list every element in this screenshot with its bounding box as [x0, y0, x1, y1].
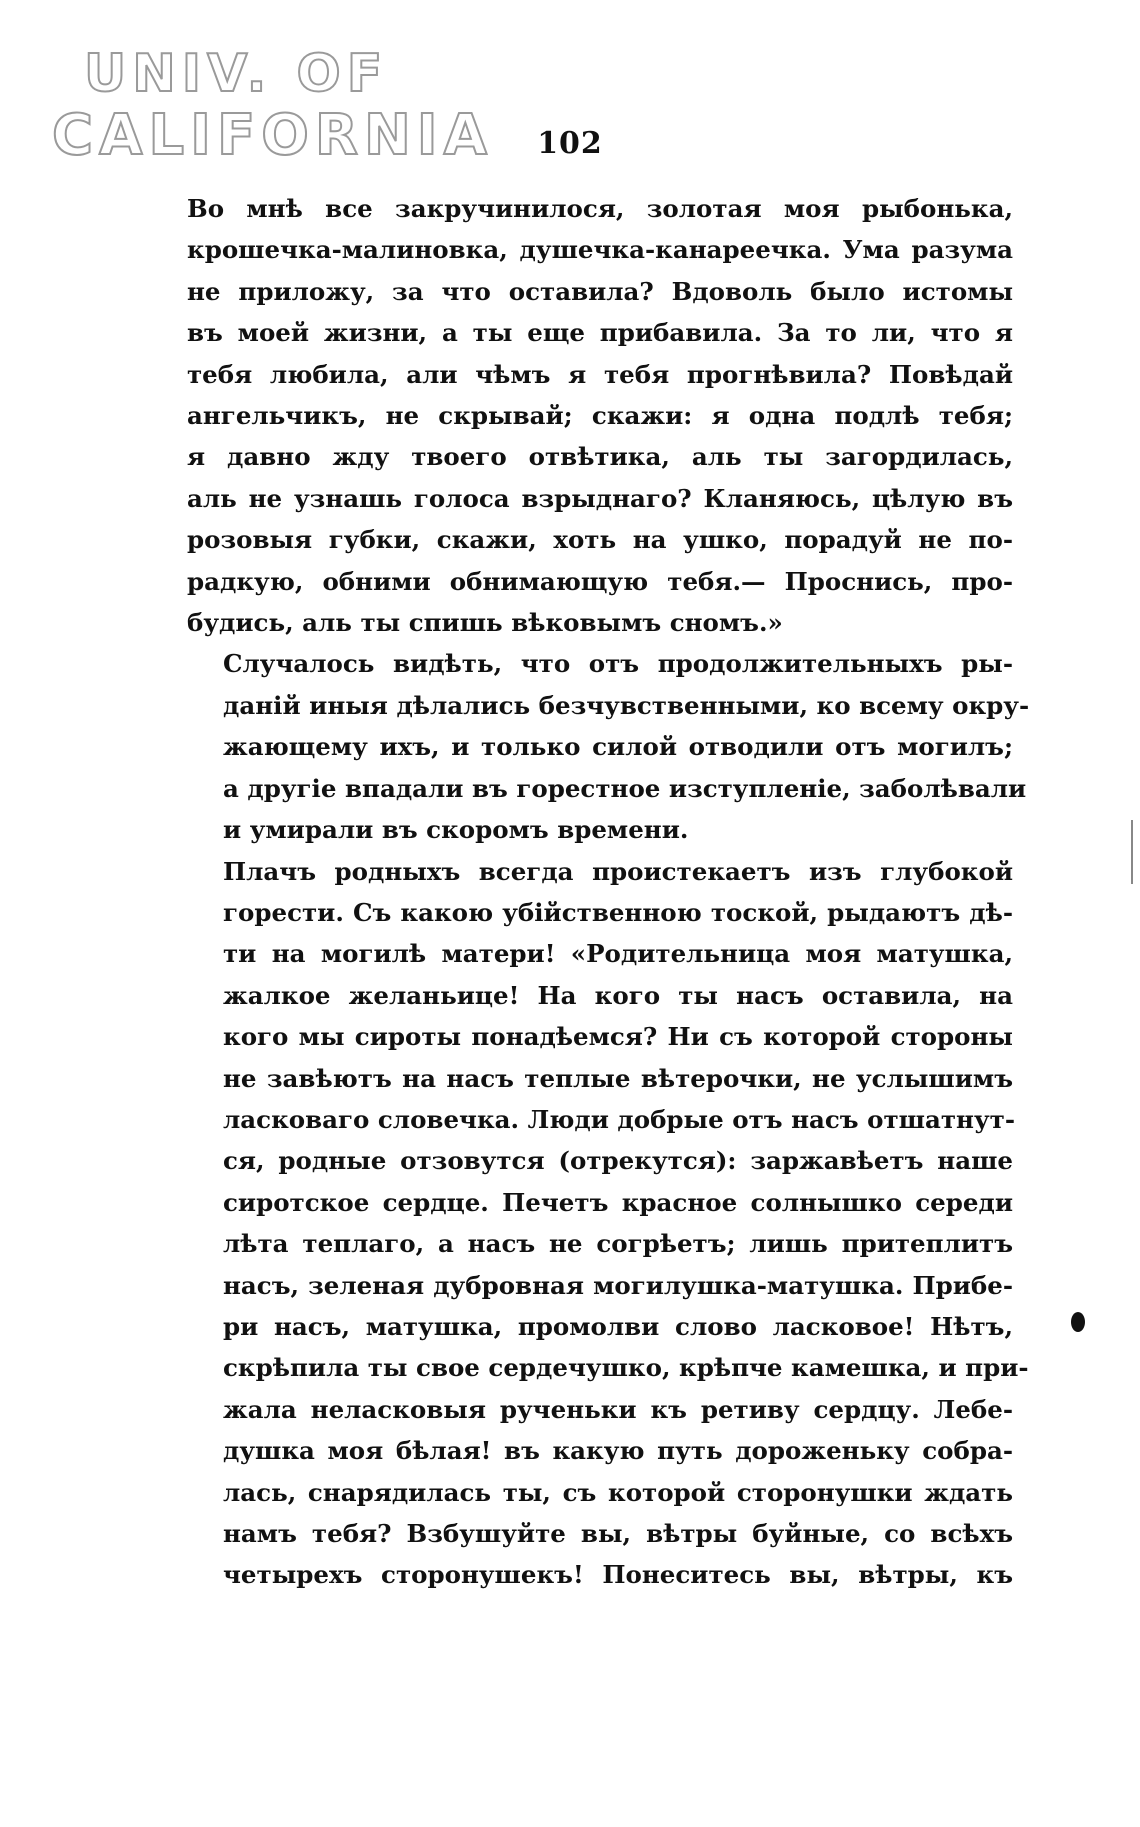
text-line: ласковаго словечка. Люди добрые отъ насъ отшатнут-: [223, 1104, 1015, 1134]
text-line: не завѣютъ на насъ теплые вѣтерочки, не услышимъ: [223, 1063, 1013, 1093]
text-line: Плачъ родныхъ всегда проистекаетъ изъ глубокой: [223, 856, 1013, 886]
text-line: ти на могилѣ матери! «Родительница моя матушка,: [223, 939, 1013, 969]
text-line: а другіе впадали въ горестное изступленіе, заболѣвали: [223, 773, 1027, 803]
text-line: лѣта теплаго, а насъ не согрѣетъ; лишь притеплитъ: [223, 1229, 1013, 1259]
text-line: я давно жду твоего отвѣтика, аль ты загордилась,: [187, 442, 1013, 472]
text-line: Во мнѣ все закручинилося, золотая моя рыбонька,: [187, 194, 1013, 223]
text-line: даній иныя дѣлались безчувственными, ко всему окру-: [223, 690, 1030, 720]
text-line: горести. Съ какою убійственною тоской, рыдаютъ дѣ-: [223, 897, 1013, 927]
text-line: не приложу, за что оставила? Вдоволь было истомы: [187, 276, 1013, 306]
text-line: лась, снарядилась ты, съ которой сторонушки ждать: [223, 1477, 1013, 1507]
text-line: тебя любила, али чѣмъ я тебя прогнѣвила? Повѣдай: [187, 359, 1013, 389]
text-line: Случалось видѣть, что отъ продолжительныхъ ры-: [223, 649, 1013, 679]
text-line: ся, родные отзовутся (отрекутся): заржавѣетъ наше: [223, 1146, 1013, 1176]
text-line: насъ, зеленая дубровная могилушка-матушка. Прибе-: [223, 1270, 1013, 1300]
text-line: ри насъ, матушка, промолви слово ласковое! Нѣтъ,: [223, 1311, 1013, 1341]
stamp-line-1: UNIV. OF: [84, 44, 389, 104]
page-number: 102: [537, 126, 603, 161]
text-line: четырехъ сторонушекъ! Понеситесь вы, вѣтры, къ: [223, 1560, 1013, 1590]
text-line: аль не узнашь голоса взрыднаго? Кланяюсь, цѣлую въ: [187, 483, 1013, 513]
text-line: скрѣпила ты свое сердечушко, крѣпче камешка, и при-: [223, 1353, 1029, 1383]
text-line: ангельчикъ, не скрывай; скажи: я одна подлѣ тебя;: [187, 401, 1013, 431]
text-line: жающему ихъ, и только силой отводили отъ могилъ;: [223, 732, 1013, 762]
stamp-line-2: CALIFORNIA: [52, 103, 493, 168]
text-line: крошечка-малиновка, душечка-канареечка. Ума разума: [187, 235, 1013, 265]
paragraph-1: [187, 188, 1013, 643]
text-line: и умирали въ скоромъ времени.: [223, 815, 689, 845]
text-line: намъ тебя? Взбушуйте вы, вѣтры буйные, со всѣхъ: [223, 1519, 1013, 1548]
text-line: радкую, обними обнимающую тебя.— Проснись, про-: [187, 566, 1013, 596]
text-line: розовыя губки, скажи, хоть на ушко, порадуй не по-: [187, 525, 1013, 555]
page-edge-mark: [1131, 820, 1133, 884]
text-line: сиротское сердце. Печетъ красное солнышко середи: [223, 1187, 1013, 1217]
paragraph-2: [187, 643, 1030, 850]
text-line: жала неласковыя рученьки къ ретиву сердцу. Лебе-: [223, 1394, 1013, 1424]
page-body: [187, 188, 1030, 1596]
ink-blot-mark: [1071, 1312, 1085, 1332]
text-line: въ моей жизни, а ты еще прибавила. За то ли, что я: [187, 318, 1013, 348]
text-line: кого мы сироты понадѣемся? Ни съ которой стороны: [223, 1022, 1013, 1052]
text-line: душка моя бѣлая! въ какую путь дороженьку собра-: [223, 1436, 1013, 1466]
paragraph-3: [187, 851, 1029, 1596]
text-line: будись, аль ты спишь вѣковымъ сномъ.»: [187, 608, 783, 638]
text-line: жалкое желаньице! На кого ты насъ оставила, на: [223, 980, 1013, 1010]
